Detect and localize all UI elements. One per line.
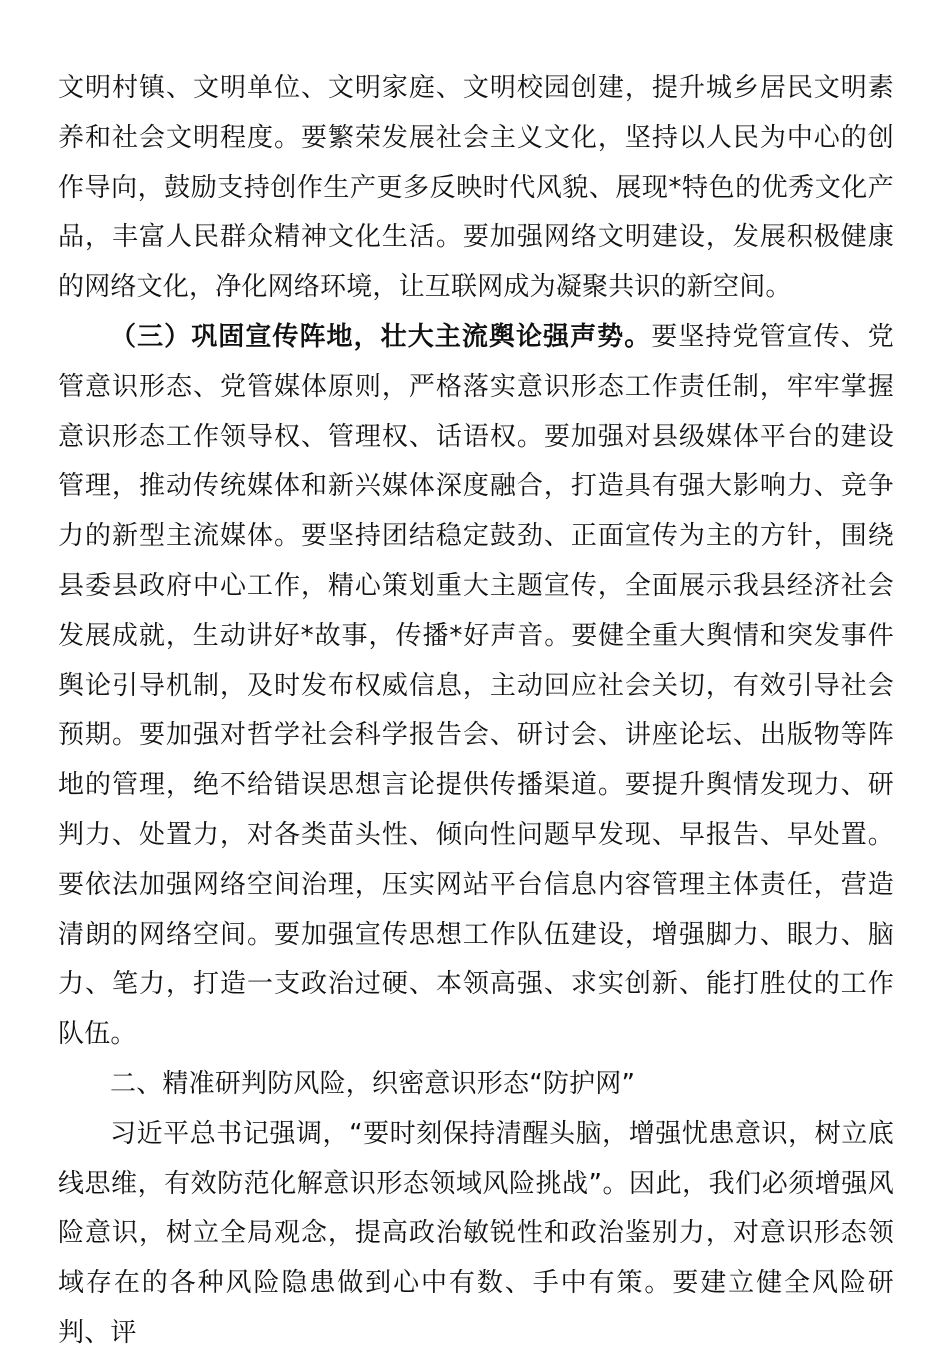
document-body: [58, 64, 894, 1359]
paragraph-section-three: [58, 313, 894, 1060]
section-heading: （三）巩固宣传阵地，壮大主流舆论强声势。: [110, 321, 652, 352]
chapter-heading-text: 二、精准研判防风险，织密意识形态“防护网”: [110, 1068, 636, 1099]
paragraph-continuation: [58, 64, 894, 313]
paragraph-risk: [58, 1110, 894, 1359]
chapter-heading: [58, 1060, 894, 1110]
paragraph-text: 习近平总书记强调，“要时刻保持清醒头脑，增强忧患意识，树立底线思维，有效防范化解意识形态领域风险挑战”。因此，我们必须增强风险意识，树立全局观念，提高政治敏锐性和政治鉴别力，对意识形态领域存在的各种风险隐患做到心中有数、手中有策。要建立健全风险研判、评: [58, 1118, 894, 1348]
paragraph-text: 文明村镇、文明单位、文明家庭、文明校园创建，提升城乡居民文明素养和社会文明程度。要繁荣发展社会主义文化，坚持以人民为中心的创作导向，鼓励支持创作生产更多反映时代风貌、展现*特色的优秀文化产品，丰富人民群众精神文化生活。要加强网络文明建设，发展积极健康的网络文化，净化网络环境，让互联网成为凝聚共识的新空间。: [58, 73, 894, 303]
paragraph-text: 要坚持党管宣传、党管意识形态、党管媒体原则，严格落实意识形态工作责任制，牢牢掌握意识形态工作领导权、管理权、话语权。要加强对县级媒体平台的建设管理，推动传统媒体和新兴媒体深度融合，打造具有强大影响力、竞争力的新型主流媒体。要坚持团结稳定鼓劲、正面宣传为主的方针，围绕县委县政府中心工作，精心策划重大主题宣传，全面展示我县经济社会发展成就，生动讲好*故事，传播*好声音。要健全重大舆情和突发事件舆论引导机制，及时发布权威信息，主动回应社会关切，有效引导社会预期。要加强对哲学社会科学报告会、研讨会、讲座论坛、出版物等阵地的管理，绝不给错误思想言论提供传播渠道。要提升舆情发现力、研判力、处置力，对各类苗头性、倾向性问题早发现、早报告、早处置。要依法加强网络空间治理，压实网站平台信息内容管理主体责任，营造清朗的网络空间。要加强宣传思想工作队伍建设，增强脚力、眼力、脑力、笔力，打造一支政治过硬、本领高强、求实创新、能打胜仗的工作队伍。: [58, 321, 894, 1050]
